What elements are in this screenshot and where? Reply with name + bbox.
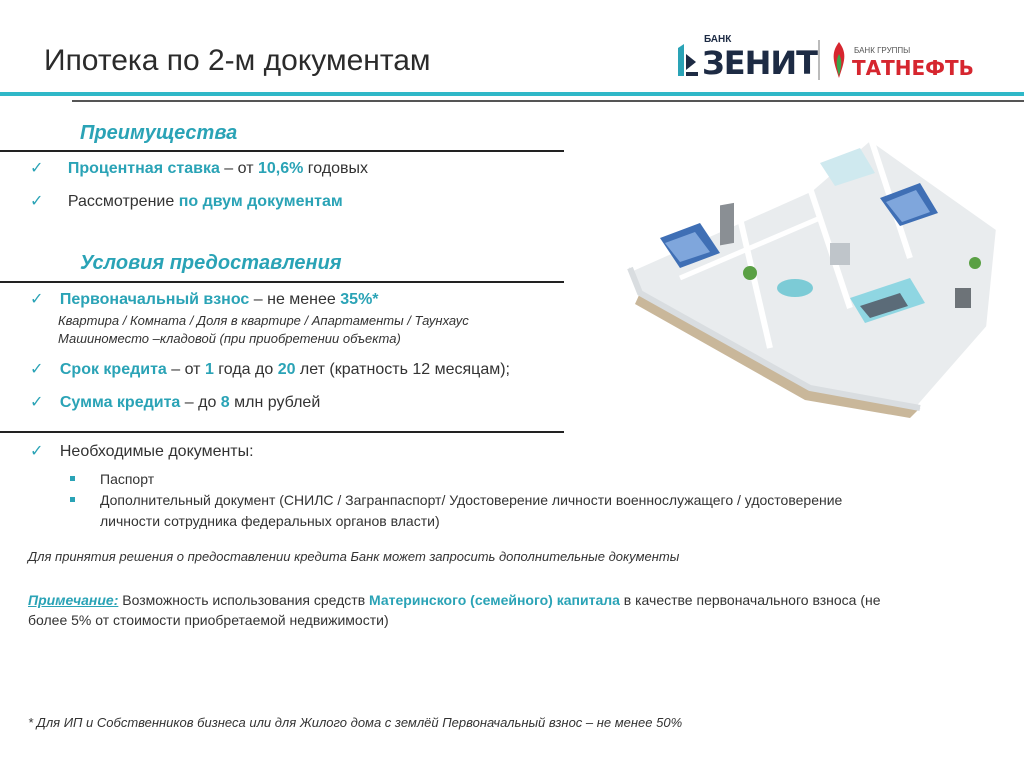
tatneft-logo-small: БАНК ГРУППЫ xyxy=(854,46,911,55)
zenit-logo xyxy=(676,34,817,82)
documents-heading: ✓ Необходимые документы: xyxy=(30,443,254,460)
zenit-logo-mark-icon xyxy=(676,40,700,80)
condition-term: ✓ Срок кредита – от 1 года до 20 лет (кратность 12 месяцам); xyxy=(30,361,510,378)
checkmark-icon: ✓ xyxy=(30,394,44,411)
document-additional-cont: личности сотрудника федеральных органов власти) xyxy=(100,513,440,529)
advantage-rate: ✓ Процентная ставка – от 10,6% годовых xyxy=(30,160,369,177)
floor-plan-illustration xyxy=(620,128,1010,418)
header-accent-bar xyxy=(0,92,1024,96)
header-divider xyxy=(72,100,1024,102)
conditions-heading: Условия предоставления xyxy=(80,252,342,274)
remark: Примечание: Возможность использования средств Материнского (семейного) капитала в качестве первоначального взноса (не xyxy=(28,592,881,608)
logo-divider xyxy=(818,40,820,80)
checkmark-icon: ✓ xyxy=(30,160,44,177)
conditions-divider xyxy=(0,281,564,283)
tatneft-logo xyxy=(822,38,1002,80)
square-bullet-icon xyxy=(70,497,75,502)
advantage-two-docs: ✓ Рассмотрение по двум документам xyxy=(30,193,343,210)
checkmark-icon: ✓ xyxy=(30,193,44,210)
document-additional: Дополнительный документ (СНИЛС / Загранпаспорт/ Удостоверение личности военнослужащего / удостоверение xyxy=(100,492,843,508)
page-title: Ипотека по 2-м документам xyxy=(44,44,431,77)
condition-down-payment: ✓ Первоначальный взнос – не менее 35%* xyxy=(30,291,379,308)
advantages-heading: Преимущества xyxy=(80,122,238,144)
square-bullet-icon xyxy=(70,476,75,481)
document-passport: Паспорт xyxy=(100,471,155,487)
remark-label: Примечание: xyxy=(28,592,119,608)
zenit-logo-word: ЗЕНИТ xyxy=(702,44,817,82)
footnote: * Для ИП и Собственников бизнеса или для Жилого дома с землёй Первоначальный взнос – не менее 50% xyxy=(28,715,683,730)
condition-amount: ✓ Сумма кредита – до 8 млн рублей xyxy=(30,394,321,411)
tatneft-flame-icon xyxy=(826,40,852,80)
remark-cont: более 5% от стоимости приобретаемой недвижимости) xyxy=(28,612,389,628)
checkmark-icon: ✓ xyxy=(30,361,44,378)
documents-divider xyxy=(0,431,564,433)
checkmark-icon: ✓ xyxy=(30,443,44,460)
decision-note: Для принятия решения о предоставлении кредита Банк может запросить дополнительные документы xyxy=(28,549,680,564)
checkmark-icon: ✓ xyxy=(30,291,44,308)
tatneft-logo-word: ТАТНЕФТЬ xyxy=(852,56,974,80)
down-payment-objects-2: Машиноместо –кладовой (при приобретении объекта) xyxy=(58,331,401,346)
advantages-divider xyxy=(0,150,564,152)
zenit-logo-small: БАНК xyxy=(704,34,732,45)
down-payment-objects-1: Квартира / Комната / Доля в квартире / Апартаменты / Таунхаус xyxy=(58,313,469,328)
